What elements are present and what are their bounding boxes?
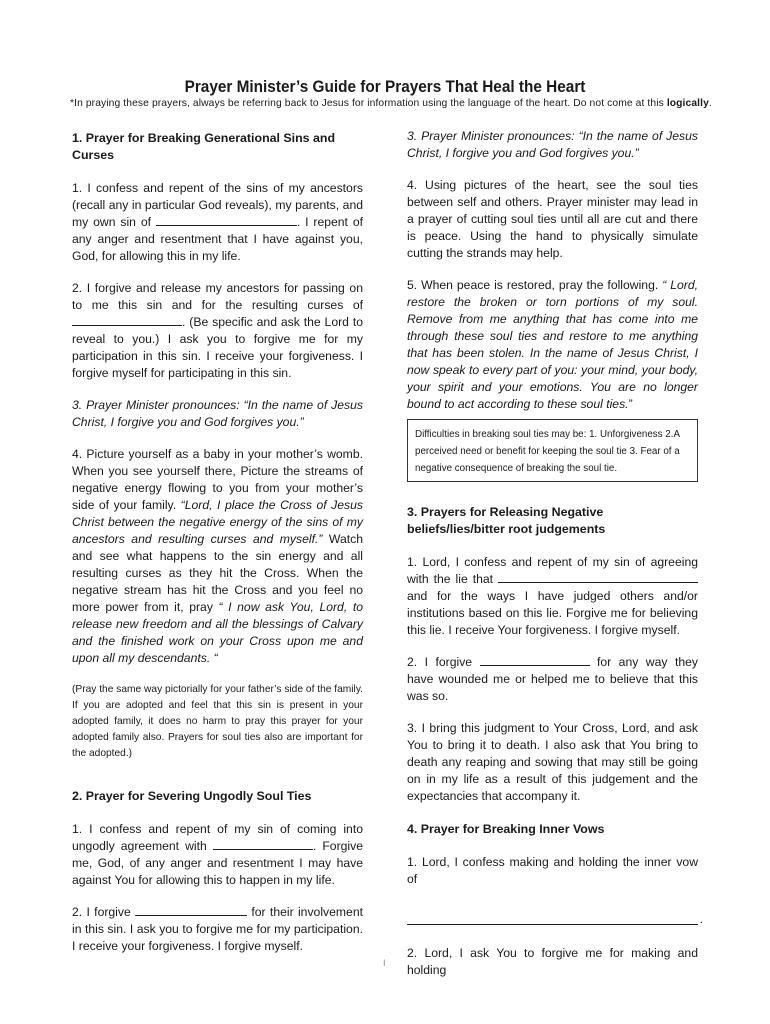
difficulties-box: Difficulties in breaking soul ties may be: 1. Unforgiveness 2.A perceived need or benefit for keeping the soul tie 3. Fear of a negative consequence of breaking the soul tie. bbox=[407, 419, 698, 482]
adoption-note: (Pray the same way pictorially for your father’s side of the family. If you are adopted and feel that this sin is present in your adopted family, it does no harm to pray this prayer for your adopted family also. Prayers for soul ties also are important for the adopted.) bbox=[72, 684, 363, 759]
b2-text-a: 2. I forgive bbox=[407, 655, 480, 669]
subtitle-end: . bbox=[708, 98, 712, 109]
vow-period: . bbox=[699, 912, 703, 926]
belief-paragraph-1 bbox=[407, 554, 698, 639]
page-number: I bbox=[383, 958, 386, 968]
belief-paragraph-3: 3. I bring this judgment to Your Cross, Lord, and ask You to bring it to death. I also ask that You bring to death any reaping and sowing that may still be going on in my life as a result of this judgement and the expectancies that accompany it. bbox=[407, 721, 698, 803]
section-heading-3: 3. Prayers for Releasing Negative beliefs/lies/bitter root judgements bbox=[407, 505, 606, 536]
paragraph-3: 3. Prayer Minister pronounces: “In the name of Jesus Christ, I forgive you and God forgives you.” bbox=[72, 398, 363, 429]
left-column bbox=[72, 128, 363, 970]
blank-line[interactable] bbox=[72, 314, 182, 326]
document-subtitle bbox=[70, 98, 710, 109]
paragraph-2 bbox=[72, 280, 363, 382]
blank-line[interactable] bbox=[135, 904, 247, 916]
b1-text-b: and for the ways I have judged others and/or institutions based on this lie. Forgive me for believing this lie. I receive Your forgiveness. I forgive myself. bbox=[407, 589, 698, 637]
subtitle-text: *In praying these prayers, always be referring back to Jesus for information using the language of the heart. Do not come at this bbox=[70, 98, 667, 109]
section-heading-4: 4. Prayer for Breaking Inner Vows bbox=[407, 822, 605, 836]
p2-text-a: 2. I forgive and release my ancestors for passing on to me this sin and for the resulting curses of bbox=[72, 281, 363, 312]
paragraph-4 bbox=[72, 446, 363, 667]
section-heading-1: 1. Prayer for Breaking Generational Sins and Curses bbox=[72, 131, 336, 162]
b2-text-b: for any way they have wounded me or helped me to believe that this was so. bbox=[407, 655, 698, 703]
section-heading-2: 2. Prayer for Severing Ungodly Soul Ties bbox=[72, 789, 312, 803]
p4-text-a: 4. Picture yourself as a baby in your mother’s womb. When you see yourself there, Picture the streams of negative energy flowing to you from your mother’s side of your family. bbox=[72, 447, 363, 512]
blank-line[interactable] bbox=[156, 214, 297, 226]
r5-prayer: “ Lord, restore the broken or torn portions of my soul. Remove from me anything that has come into me through these soul ties and restore to me anything that has been stolen. In the name of Jesus Christ, I now speak to every part of you: your mind, your body, your spirit and your emotions. You are no longer bound to act according to these soul ties. bbox=[407, 278, 698, 411]
p4-prayer-b: “ I now ask You, Lord, to release new freedom and all the blessings of Calvary and the finished work on your Cross upon me and upon all my descendants. “ bbox=[72, 600, 363, 665]
paragraph-1 bbox=[72, 180, 363, 265]
p2-text-b: . (Be specific and ask the Lord to reveal to you.) I ask you to forgive me for my participation in this sin. I receive your forgiveness. I forgive myself for participating in this sin. bbox=[72, 315, 363, 380]
vow-blank-line[interactable] bbox=[407, 910, 703, 926]
right-paragraph-5 bbox=[407, 277, 698, 413]
blank-line[interactable] bbox=[213, 838, 313, 850]
s2-text-a: 2. I forgive bbox=[72, 905, 136, 919]
right-paragraph-4: 4. Using pictures of the heart, see the soul ties between self and others. Prayer minister may lead in a prayer of cutting soul ties until all are cut and there is peace. Using the hand to physically simulate cutting the strands may help. bbox=[407, 178, 698, 260]
right-paragraph-3: 3. Prayer Minister pronounces: “In the name of Jesus Christ, I forgive you and God forgives you.” bbox=[407, 129, 698, 160]
document-title: Prayer Minister’s Guide for Prayers That Heal the Heart bbox=[184, 78, 586, 96]
p4-text-c: Watch and see what happens to the sin energy and all resulting curses as they hit the Cross. When the negative stream has hit the Cross and you feel no more power from it, pray bbox=[72, 532, 363, 614]
p1-text-a: 1. I confess and repent of the sins of my ancestors (recall any in particular God reveals), my parents, and my own sin of bbox=[72, 181, 363, 229]
vow-paragraph-1: 1. Lord, I confess making and holding the inner vow of bbox=[407, 855, 698, 886]
soul-tie-paragraph-1 bbox=[72, 821, 363, 889]
subtitle-bold: logically bbox=[666, 98, 709, 109]
s1-text-b: . Forgive me, God, of any anger and resentment I may have against You for allowing this to happen in my life. bbox=[72, 839, 363, 887]
belief-paragraph-2 bbox=[407, 654, 698, 705]
s1-text-a: 1. I confess and repent of my sin of coming into ungodly agreement with bbox=[72, 822, 363, 853]
soul-tie-paragraph-2 bbox=[72, 904, 363, 955]
r5-quote-end: ” bbox=[628, 397, 633, 411]
p1-text-b: . I repent of any anger and resentment that I have against you, God, for allowing this in my life. bbox=[72, 215, 363, 263]
r5-text-a: 5. When peace is restored, pray the following. bbox=[407, 278, 663, 292]
right-column bbox=[407, 128, 703, 994]
blank-line[interactable] bbox=[498, 571, 698, 583]
s2-text-b: for their involvement in this sin. I ask you to forgive me for my participation. I receive your forgiveness. I forgive myself. bbox=[72, 905, 363, 953]
vow-paragraph-2: 2. Lord, I ask You to forgive me for making and holding bbox=[407, 946, 698, 977]
blank-line[interactable] bbox=[480, 654, 590, 666]
b1-text-a: 1. Lord, I confess and repent of my sin of agreeing with the lie that bbox=[407, 555, 698, 586]
p4-prayer-a: “Lord, I place the Cross of Jesus Christ between the negative energy of the sins of my ancestors and resulting curses and myself.” bbox=[72, 498, 363, 546]
